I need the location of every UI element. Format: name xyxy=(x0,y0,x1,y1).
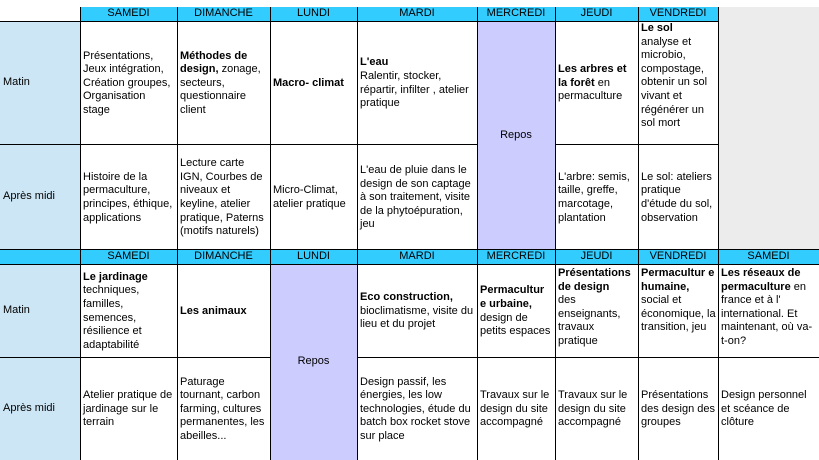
grid-line xyxy=(555,250,556,460)
header-w2-mon: LUNDI xyxy=(270,250,357,264)
grid-line xyxy=(177,7,178,250)
header-w2-wed: MERCREDI xyxy=(477,250,555,264)
session-text: Histoire de la permaculture, principes, éthique, applications xyxy=(83,170,173,224)
session-w2-tue-afternoon xyxy=(357,357,477,460)
header-w2-fri: VENDREDI xyxy=(638,250,718,264)
session-text: Présentations, Jeux intégration, Création groupes, Organisation stage xyxy=(83,49,171,116)
grid-line xyxy=(80,250,81,460)
grid-line xyxy=(0,144,477,145)
session-text: Présentations des design des groupes xyxy=(641,389,715,429)
session-title: Les animaux xyxy=(180,304,247,317)
grid-line xyxy=(0,264,819,265)
header-w2-thu: JEUDI xyxy=(555,250,638,264)
session-w1-fri-afternoon xyxy=(638,144,718,250)
session-w1-sun-morning xyxy=(177,21,270,144)
session-w1-thu-morning xyxy=(555,21,638,144)
grid-line xyxy=(477,7,478,250)
session-w2-sun-afternoon xyxy=(177,357,270,460)
session-w1-sun-afternoon xyxy=(177,144,270,250)
session-w1-thu-afternoon xyxy=(555,144,638,250)
row-label-w1-afternoon: Après midi xyxy=(0,144,80,250)
header-w1-thu: JEUDI xyxy=(555,7,638,21)
corner-cell-w2 xyxy=(0,250,80,264)
session-text: Paturage tournant, carbon farming, cultures permanentes, les abeilles... xyxy=(180,375,265,442)
repos-w2-mon: Repos xyxy=(270,264,357,460)
grid-line xyxy=(0,357,270,358)
session-w2-thu-morning xyxy=(555,264,638,357)
grid-line xyxy=(638,7,639,250)
empty-cell xyxy=(718,7,819,250)
session-text: L'arbre: semis, taille, greffe, marcotage, plantation xyxy=(558,170,630,224)
session-text: techniques, familles, semences, résilience et adaptabilité xyxy=(83,284,142,351)
grid-line xyxy=(357,7,358,250)
grid-line xyxy=(718,250,719,460)
grid-line xyxy=(0,21,718,22)
session-title: Eco construction, xyxy=(360,291,453,304)
session-title: Présentations de design xyxy=(558,267,631,293)
session-w2-sun-morning xyxy=(177,264,270,357)
session-title: L'eau xyxy=(360,56,389,69)
session-text: en france et à l' international. Et maintenant, où va-t-on? xyxy=(721,280,813,347)
grid-line xyxy=(638,250,639,460)
session-w1-tue-afternoon xyxy=(357,144,477,250)
header-w1-sat: SAMEDI xyxy=(80,7,177,21)
session-title: Les réseaux de permaculture xyxy=(721,267,801,293)
session-title: Les arbres et la forêt xyxy=(558,63,627,89)
repos-w1-wed: Repos xyxy=(477,21,555,250)
session-text: des enseignants, travaux pratique xyxy=(558,294,621,347)
grid-line xyxy=(555,144,718,145)
session-title: Méthodes de design, xyxy=(180,49,248,76)
grid-line xyxy=(177,250,178,460)
grid-line xyxy=(80,7,81,250)
grid-line xyxy=(357,250,358,460)
session-w2-sat-morning xyxy=(80,264,177,357)
session-text: Ralentir, stocker, répartir, infilter , atelier pratique xyxy=(360,69,469,110)
session-text: Design personnel et scéance de clôture xyxy=(721,389,807,429)
session-text: Lecture carte IGN, Courbes de niveaux et keyline, atelier pratique, Paterns (motifs naturels) xyxy=(180,157,264,238)
grid-line xyxy=(0,249,819,250)
grid-line xyxy=(718,7,719,250)
session-w2-fri-afternoon xyxy=(638,357,718,460)
row-label-w1-morning: Matin xyxy=(0,21,80,144)
grid-line xyxy=(477,250,478,460)
session-text: Travaux sur le design du site accompagné xyxy=(558,389,628,429)
session-text: analyse et microbio, compostage, obtenir un sol vivant et régénérer un sol mort xyxy=(641,35,708,130)
header-w1-sun: DIMANCHE xyxy=(177,7,270,21)
session-w2-thu-afternoon xyxy=(555,357,638,460)
session-title: Le jardinage xyxy=(83,270,148,283)
row-label-w2-morning: Matin xyxy=(0,264,80,357)
session-text: Travaux sur le design du site accompagné xyxy=(480,389,550,429)
session-w2-sat2-morning xyxy=(718,264,819,357)
session-title: Permacultur e urbaine, xyxy=(480,284,545,310)
session-w1-mon-morning xyxy=(270,21,357,144)
session-w2-sat-afternoon xyxy=(80,357,177,460)
session-w2-wed-afternoon xyxy=(477,357,555,460)
session-w1-sat-morning xyxy=(80,21,177,144)
grid-line xyxy=(555,7,556,250)
session-text: Design passif, les énergies, les low technologies, étude du batch box rocket stove sur place xyxy=(360,375,471,442)
header-w2-tue: MARDI xyxy=(357,250,477,264)
session-text: Atelier pratique de jardinage sur le terrain xyxy=(83,389,173,429)
grid-line xyxy=(270,7,271,250)
session-text: bioclimatisme, visite du lieu et du projet xyxy=(360,304,474,331)
header-w1-wed: MERCREDI xyxy=(477,7,555,21)
session-text: design de petits espaces xyxy=(480,311,551,338)
header-w2-sun: DIMANCHE xyxy=(177,250,270,264)
session-title: Permacultur e humaine, xyxy=(641,267,715,293)
session-text: zonage, secteurs, questionnaire client xyxy=(180,63,261,116)
header-w1-mon: LUNDI xyxy=(270,7,357,21)
session-text: Le sol: ateliers pratique d'étude du sol, observation xyxy=(641,170,713,224)
session-w2-sat2-afternoon xyxy=(718,357,819,460)
session-text: L'eau de pluie dans le design de son captage à son traitement, visite de la phytoépuration, jeu xyxy=(360,164,471,231)
grid-line xyxy=(357,357,819,358)
session-title: Macro- climat xyxy=(273,76,344,89)
session-w2-wed-morning xyxy=(477,264,555,357)
session-text: en permaculture xyxy=(558,76,623,103)
session-w2-tue-morning xyxy=(357,264,477,357)
session-text: Micro-Climat, atelier pratique xyxy=(273,184,346,210)
grid-line xyxy=(270,250,271,460)
session-w1-mon-afternoon xyxy=(270,144,357,250)
header-w2-sat2: SAMEDI xyxy=(718,250,819,264)
session-w1-tue-morning xyxy=(357,21,477,144)
session-text: social et économique, la transition, jeu xyxy=(641,294,716,334)
session-w2-fri-morning xyxy=(638,264,718,357)
corner-cell xyxy=(0,7,80,21)
session-title: Le sol xyxy=(641,22,673,34)
header-w1-fri: VENDREDI xyxy=(638,7,718,21)
row-label-w2-afternoon: Après midi xyxy=(0,357,80,460)
session-w1-sat-afternoon xyxy=(80,144,177,250)
header-w2-sat: SAMEDI xyxy=(80,250,177,264)
session-w1-fri-morning xyxy=(638,21,718,144)
header-w1-tue: MARDI xyxy=(357,7,477,21)
